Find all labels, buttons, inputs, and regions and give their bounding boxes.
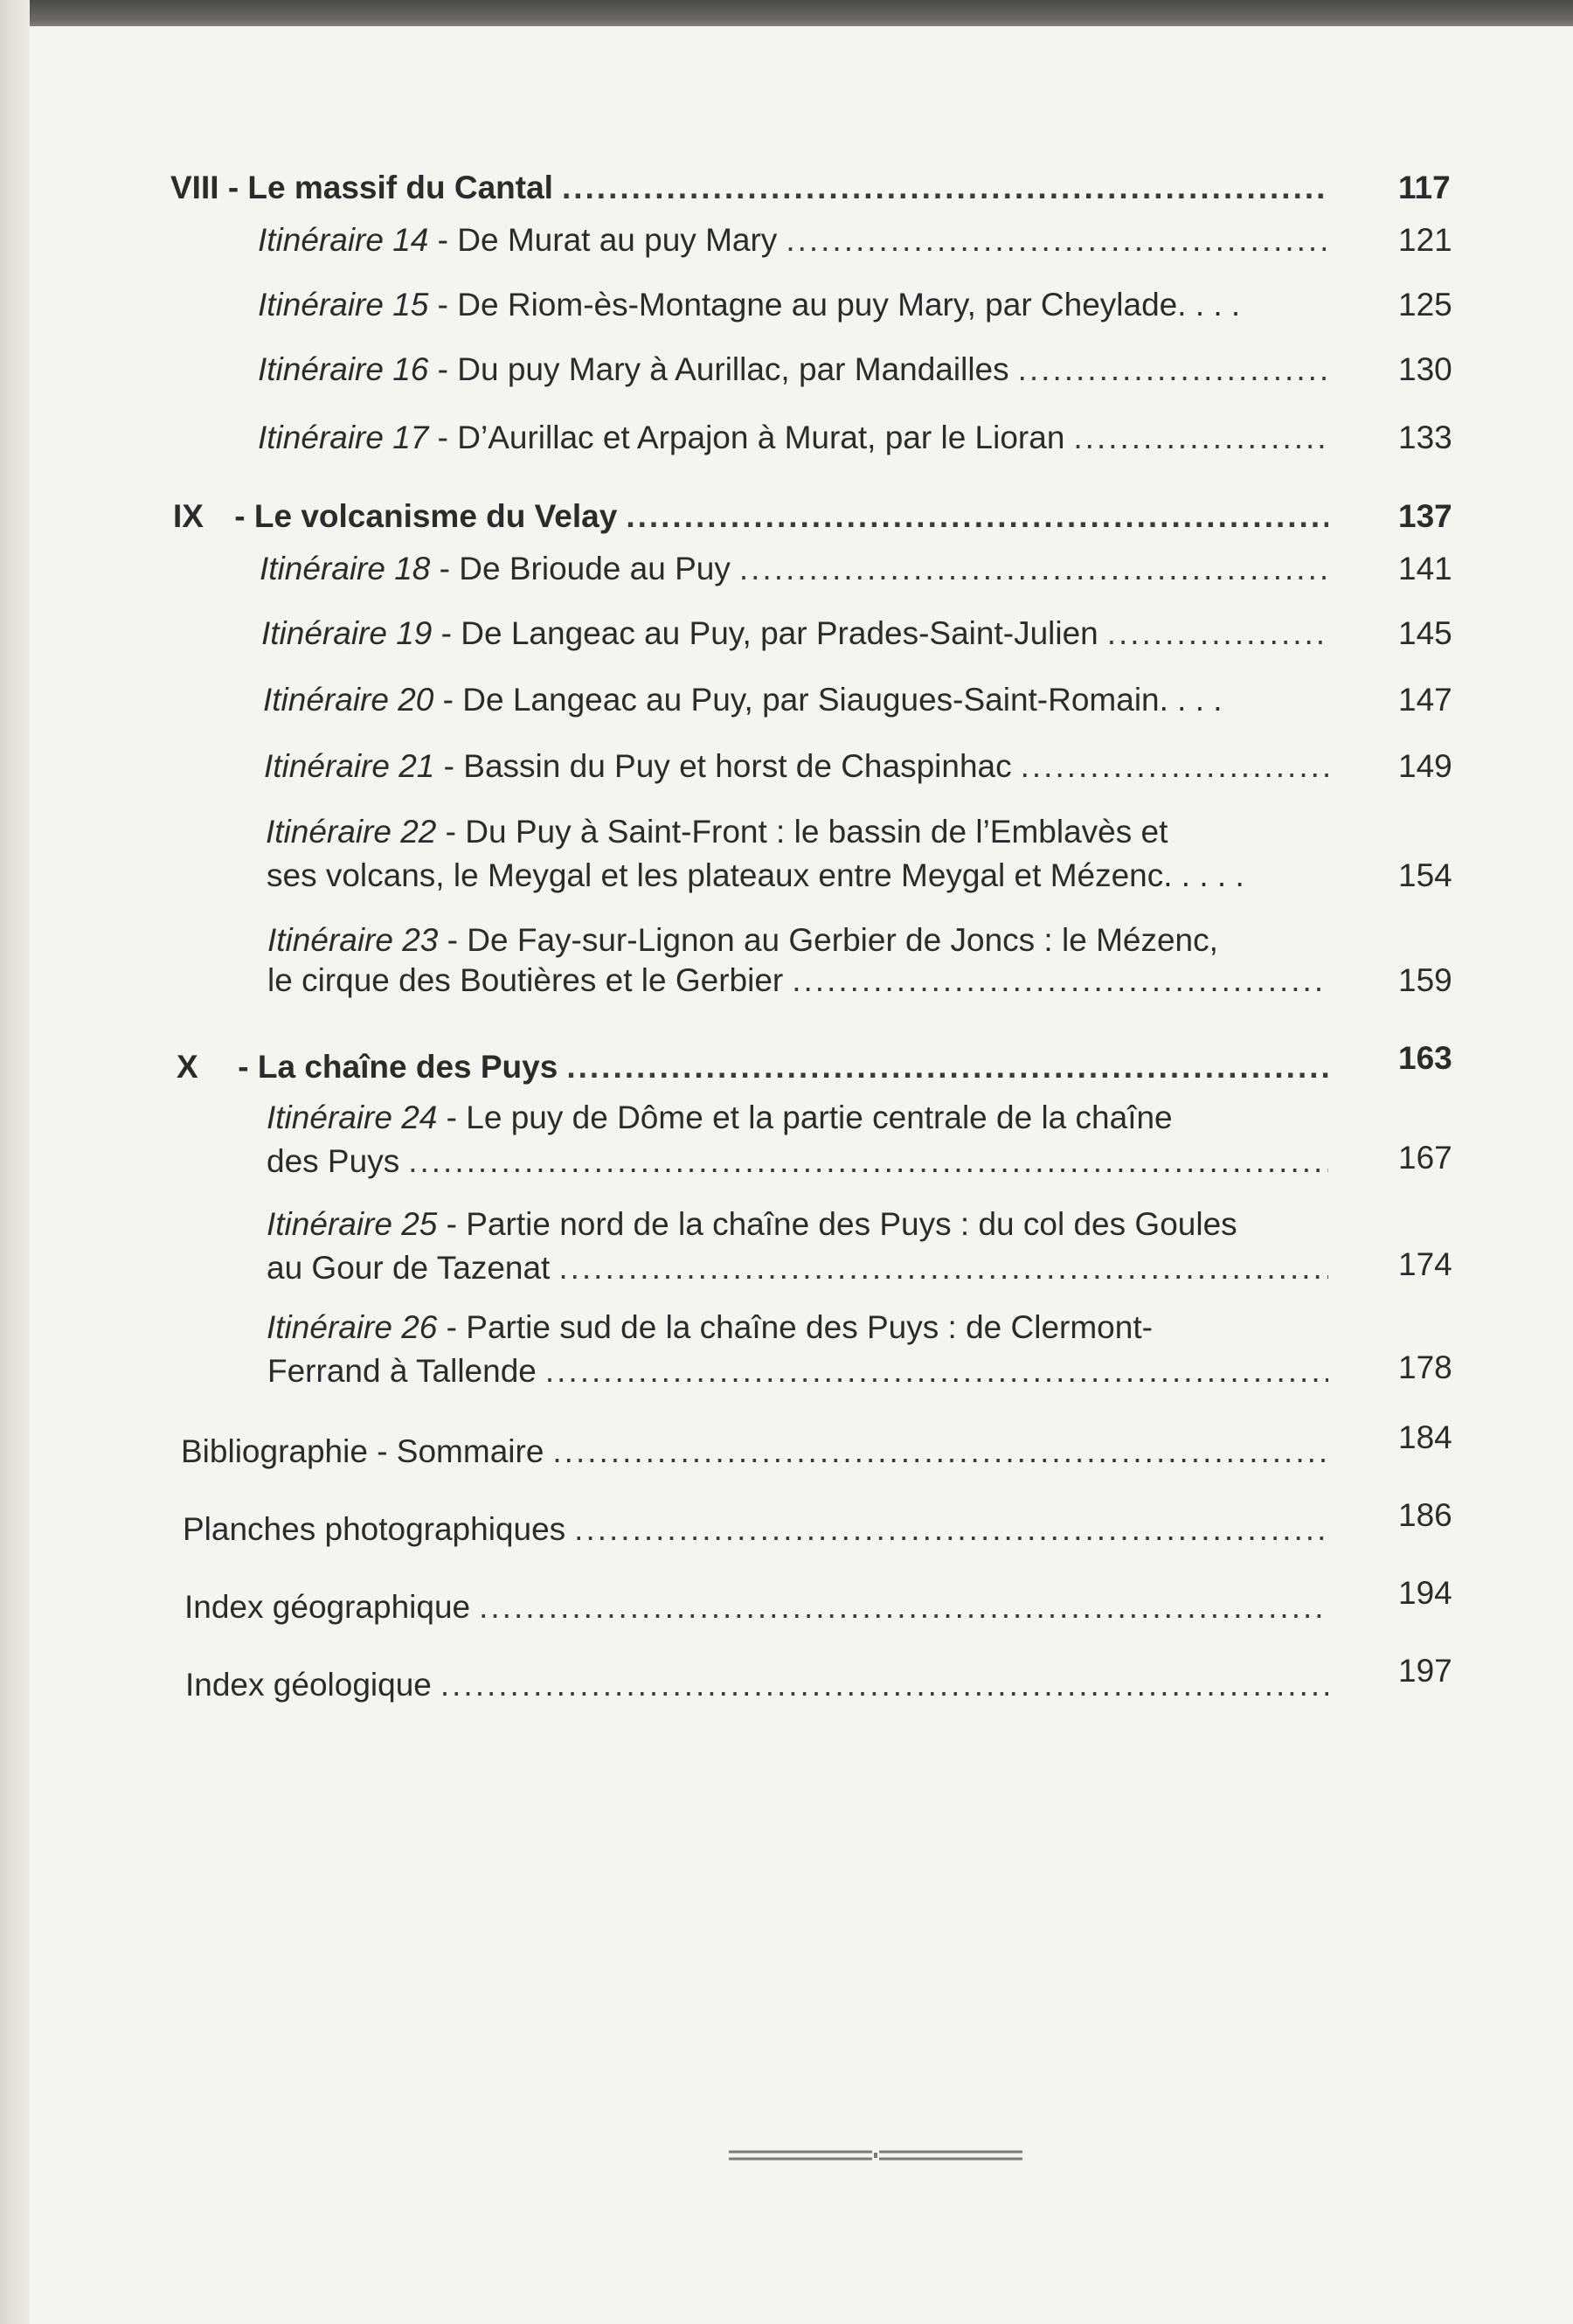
itinerary-label: Itinéraire (260, 551, 385, 586)
itinerary-title: De Langeac au Puy, par Siaugues-Saint-Romain. . . . (462, 682, 1223, 718)
dot-leader (408, 1141, 1328, 1182)
itinerary-page-number: 133 (1398, 420, 1452, 455)
itinerary-number: 14 (392, 222, 429, 258)
itinerary-number: 18 (394, 551, 431, 586)
itinerary-label: Itinéraire (266, 814, 392, 850)
itinerary-page-number: 159 (1398, 962, 1452, 998)
chapter-title: Le volcanisme du Velay (253, 498, 618, 534)
itinerary-title: De Langeac au Puy, par Prades-Saint-Julien (461, 615, 1098, 651)
itinerary-title: De Fay-sur-Lignon au Gerbier de Joncs : le Mézenc, (467, 922, 1218, 958)
page-binding-edge (0, 0, 30, 2324)
itinerary-title-continued: Ferrand à Tallende (267, 1353, 537, 1389)
itinerary-number: 22 (400, 814, 437, 850)
appendix-page-number: 186 (1398, 1497, 1452, 1533)
dot-leader (552, 1432, 1328, 1472)
itinerary-label: Itinéraire (267, 922, 393, 958)
itinerary-title: D’Aurillac et Arpajon à Murat, par le Lioran (457, 420, 1065, 455)
dot-leader (739, 549, 1328, 589)
itinerary-label: Itinéraire (258, 420, 384, 455)
itinerary-title: Le puy de Dôme et la partie centrale de la chaîne (466, 1100, 1173, 1135)
itinerary-number: 19 (396, 615, 433, 651)
itinerary-label: Itinéraire (261, 615, 387, 651)
dot-leader (479, 1587, 1328, 1627)
itinerary-title: Bassin du Puy et horst de Chaspinhac (463, 748, 1012, 784)
itinerary-number: 20 (398, 682, 434, 718)
chapter-page-number: 137 (1398, 498, 1452, 534)
chapter-title: La chaîne des Puys (257, 1049, 558, 1085)
dot-leader (1073, 418, 1328, 458)
dot-leader (562, 168, 1328, 208)
itinerary-label: Itinéraire (258, 287, 384, 323)
itinerary-page-number: 141 (1398, 551, 1452, 586)
itinerary-page-number: 130 (1398, 351, 1452, 387)
dot-leader (558, 1248, 1328, 1288)
itinerary-page-number: 147 (1398, 682, 1452, 718)
itinerary-label: Itinéraire (258, 222, 384, 258)
itinerary-label: Itinéraire (267, 1206, 392, 1242)
itinerary-label: Itinéraire (258, 351, 384, 387)
appendix-title: Index géographique (184, 1589, 471, 1625)
itinerary-page-number: 121 (1398, 222, 1452, 258)
itinerary-number: 26 (401, 1309, 438, 1345)
itinerary-number: 24 (401, 1100, 438, 1135)
itinerary-title-continued: ses volcans, le Meygal et les plateaux entre Meygal et Mézenc. . . . . (267, 857, 1244, 893)
dot-leader (792, 961, 1328, 1001)
dot-leader (545, 1351, 1328, 1391)
chapter-roman: VIII (170, 170, 219, 205)
itinerary-number: 25 (401, 1206, 438, 1242)
itinerary-title: Partie sud de la chaîne des Puys : de Clermont- (466, 1309, 1153, 1345)
itinerary-number: 15 (392, 287, 429, 323)
appendix-page-number: 194 (1398, 1575, 1452, 1611)
itinerary-number: 21 (398, 748, 435, 784)
appendix-title: Index géologique (185, 1667, 432, 1703)
itinerary-title: De Murat au puy Mary (457, 222, 778, 258)
itinerary-title: Du Puy à Saint-Front : le bassin de l’Emblavès et (465, 814, 1168, 850)
itinerary-page-number: 178 (1398, 1349, 1452, 1385)
chapter-page-number: 163 (1398, 1040, 1452, 1076)
appendix-title: Planches photographiques (183, 1511, 566, 1547)
dot-leader (626, 496, 1328, 537)
chapter-page-number: 117 (1398, 170, 1451, 205)
chapter-title: Le massif du Cantal (247, 170, 553, 205)
itinerary-title-continued: au Gour de Tazenat (267, 1250, 551, 1286)
itinerary-number: 16 (392, 351, 429, 387)
itinerary-label: Itinéraire (264, 748, 390, 784)
appendix-page-number: 197 (1398, 1653, 1452, 1689)
itinerary-number: 17 (392, 420, 429, 455)
chapter-roman: X (177, 1049, 198, 1085)
itinerary-page-number: 145 (1398, 615, 1452, 651)
itinerary-title: Partie nord de la chaîne des Puys : du col des Goules (466, 1206, 1237, 1242)
end-ornament (727, 2146, 1024, 2165)
dot-leader (566, 1047, 1328, 1087)
itinerary-title: De Riom-ès-Montagne au puy Mary, par Cheylade. . . . (457, 287, 1241, 323)
dot-leader (786, 220, 1328, 260)
chapter-roman: IX (173, 498, 204, 534)
itinerary-label: Itinéraire (263, 682, 389, 718)
itinerary-page-number: 149 (1398, 748, 1452, 784)
dot-leader (574, 1509, 1328, 1550)
itinerary-label: Itinéraire (267, 1100, 392, 1135)
appendix-title: Bibliographie - Sommaire (181, 1433, 544, 1469)
dot-leader (1021, 746, 1328, 787)
itinerary-title: De Brioude au Puy (459, 551, 731, 586)
itinerary-page-number: 167 (1398, 1140, 1452, 1176)
itinerary-page-number: 125 (1398, 287, 1452, 323)
itinerary-title: Du puy Mary à Aurillac, par Mandailles (457, 351, 1009, 387)
itinerary-page-number: 154 (1398, 857, 1452, 893)
dot-leader (440, 1665, 1328, 1705)
appendix-page-number: 184 (1398, 1419, 1452, 1455)
itinerary-label: Itinéraire (267, 1309, 392, 1345)
itinerary-page-number: 174 (1398, 1246, 1452, 1282)
itinerary-title-continued: le cirque des Boutières et le Gerbier (267, 962, 784, 998)
dot-leader (1107, 614, 1328, 654)
itinerary-number: 23 (402, 922, 439, 958)
itinerary-title-continued: des Puys (267, 1143, 400, 1179)
dot-leader (1018, 350, 1328, 390)
